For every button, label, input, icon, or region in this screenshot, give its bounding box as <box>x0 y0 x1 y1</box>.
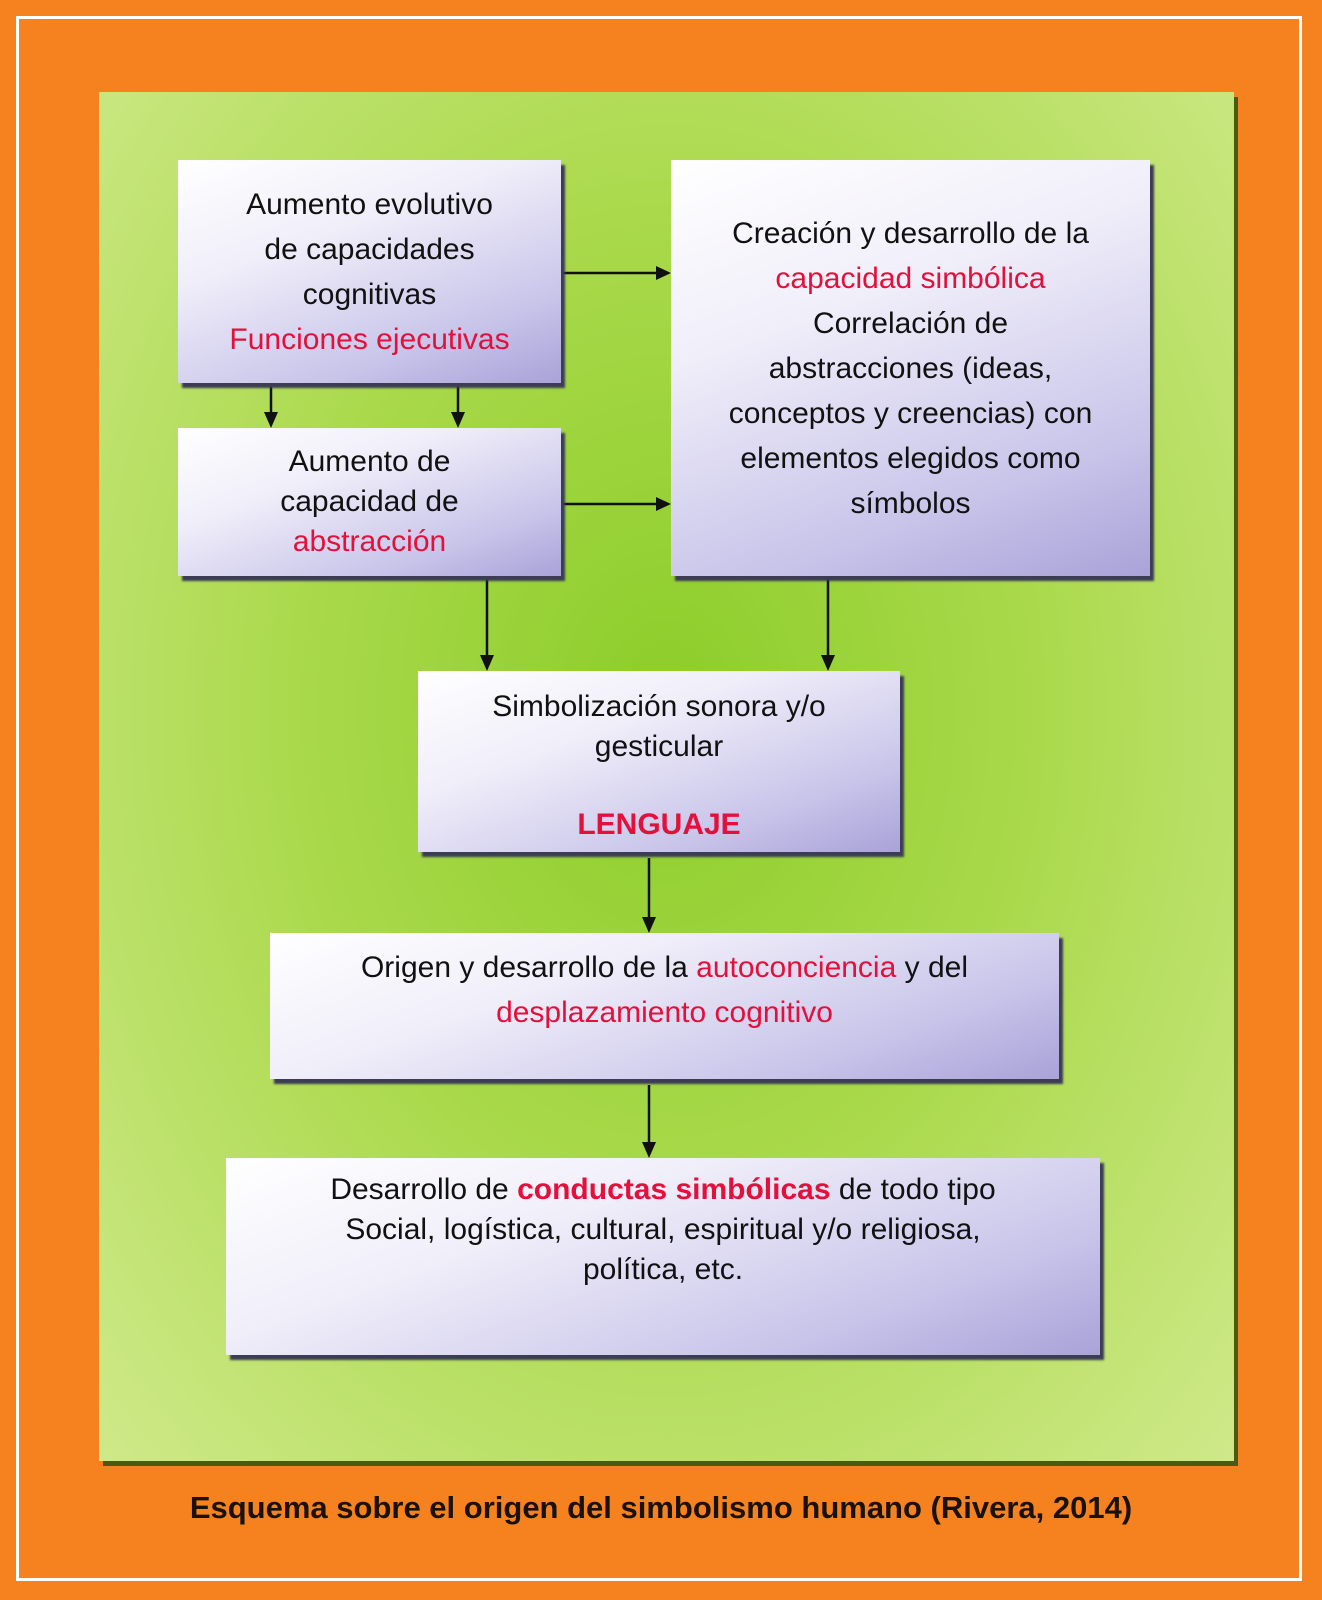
box-highlight: conductas simbólicas <box>517 1173 831 1206</box>
box-highlight: autoconciencia <box>696 951 897 984</box>
box-text-line <box>330 1170 995 1210</box>
box-text: Creación y desarrollo de la <box>732 216 1089 250</box>
box-text: conceptos y creencias) con <box>728 396 1093 430</box>
box-text: Simbolización sonora y/o <box>492 690 826 723</box>
figure-caption: Esquema sobre el origen del simbolismo humano (Rivera, 2014) <box>189 1490 1133 1525</box>
box-symbolic-behaviors <box>226 1158 1100 1355</box>
box-text: Social, logística, cultural, espiritual y/o religiosa, <box>345 1213 981 1246</box>
box-self-awareness <box>270 933 1059 1079</box>
box-symbolic-capacity <box>671 160 1150 576</box>
box-cognitive-capacities <box>178 160 561 383</box>
box-text: de todo tipo <box>830 1173 996 1206</box>
box-text: Aumento evolutivo <box>246 187 493 221</box>
box-highlight: capacidad simbólica <box>775 261 1046 295</box>
box-highlight: abstracción <box>292 525 447 558</box>
box-highlight: desplazamiento cognitivo <box>496 996 833 1029</box>
box-highlight: Funciones ejecutivas <box>229 322 510 356</box>
box-text: capacidad de <box>280 485 459 518</box>
box-language <box>418 671 900 852</box>
box-text: Correlación de <box>812 306 1009 340</box>
box-text: elementos elegidos como <box>740 441 1081 475</box>
box-text: Aumento de <box>288 445 451 478</box>
box-text: de capacidades <box>264 232 475 266</box>
box-highlight: LENGUAJE <box>577 808 741 841</box>
box-text: Origen y desarrollo de la <box>360 951 697 984</box>
box-abstraction <box>178 428 561 576</box>
box-text-line <box>361 945 968 990</box>
box-text: abstracciones (ideas, <box>768 351 1053 385</box>
box-text: gesticular <box>594 730 724 763</box>
box-text: símbolos <box>850 486 971 520</box>
box-text: política, etc. <box>582 1253 744 1286</box>
box-text: cognitivas <box>302 277 437 311</box>
box-text: Desarrollo de <box>330 1173 518 1206</box>
box-text: y del <box>896 951 969 984</box>
